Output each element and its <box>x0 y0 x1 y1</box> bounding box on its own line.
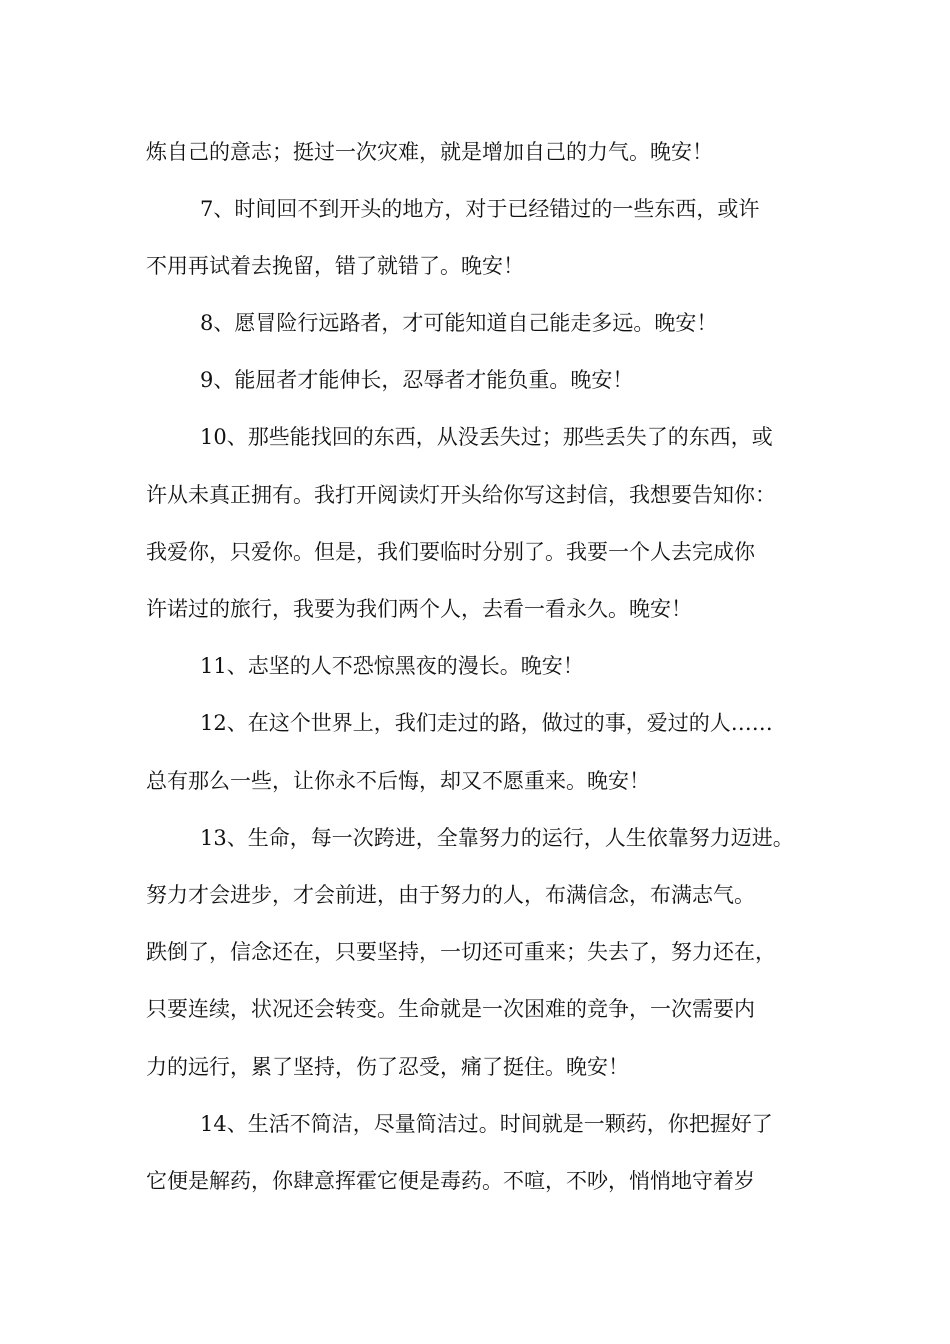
text-line: 10、那些能找回的东西，从没丢失过；那些丢失了的东西，或 <box>200 425 773 449</box>
text-line: 只要连续，状况还会转变。生命就是一次困难的竞争，一次需要内 <box>146 997 755 1021</box>
text-line: 总有那么一些，让你永不后悔，却又不愿重来。晚安！ <box>146 769 650 793</box>
text-line: 8、愿冒险行远路者，才可能知道自己能走多远。晚安！ <box>200 311 718 335</box>
text-line: 11、志坚的人不恐惊黑夜的漫长。晚安！ <box>200 654 584 678</box>
text-line: 12、在这个世界上，我们走过的路，做过的事，爱过的人…… <box>200 711 773 735</box>
text-line: 我爱你，只爱你。但是，我们要临时分别了。我要一个人去完成你 <box>146 540 755 564</box>
text-line: 许诺过的旅行，我要为我们两个人，去看一看永久。晚安！ <box>146 597 692 621</box>
text-line: 努力才会进步，才会前进，由于努力的人，布满信念，布满志气。 <box>146 883 755 907</box>
text-line: 跌倒了，信念还在，只要坚持，一切还可重来；失去了，努力还在， <box>146 940 776 964</box>
text-line: 7、时间回不到开头的地方，对于已经错过的一些东西，或许 <box>200 197 760 221</box>
text-line: 力的远行，累了坚持，伤了忍受，痛了挺住。晚安！ <box>146 1055 629 1079</box>
text-line: 炼自己的意志；挺过一次灾难，就是增加自己的力气。晚安！ <box>146 140 713 164</box>
text-line: 14、生活不简洁，尽量简洁过。时间就是一颗药，你把握好了 <box>200 1112 773 1136</box>
text-line: 9、能屈者才能伸长，忍辱者才能负重。晚安！ <box>200 368 634 392</box>
text-line: 不用再试着去挽留，错了就错了。晚安！ <box>146 254 524 278</box>
text-line: 许从未真正拥有。我打开阅读灯开头给你写这封信，我想要告知你： <box>146 483 776 507</box>
text-line: 13、生命，每一次跨进，全靠努力的运行，人生依靠努力迈进。 <box>200 826 794 850</box>
text-line: 它便是解药，你肆意挥霍它便是毒药。不喧，不吵，悄悄地守着岁 <box>146 1169 755 1193</box>
